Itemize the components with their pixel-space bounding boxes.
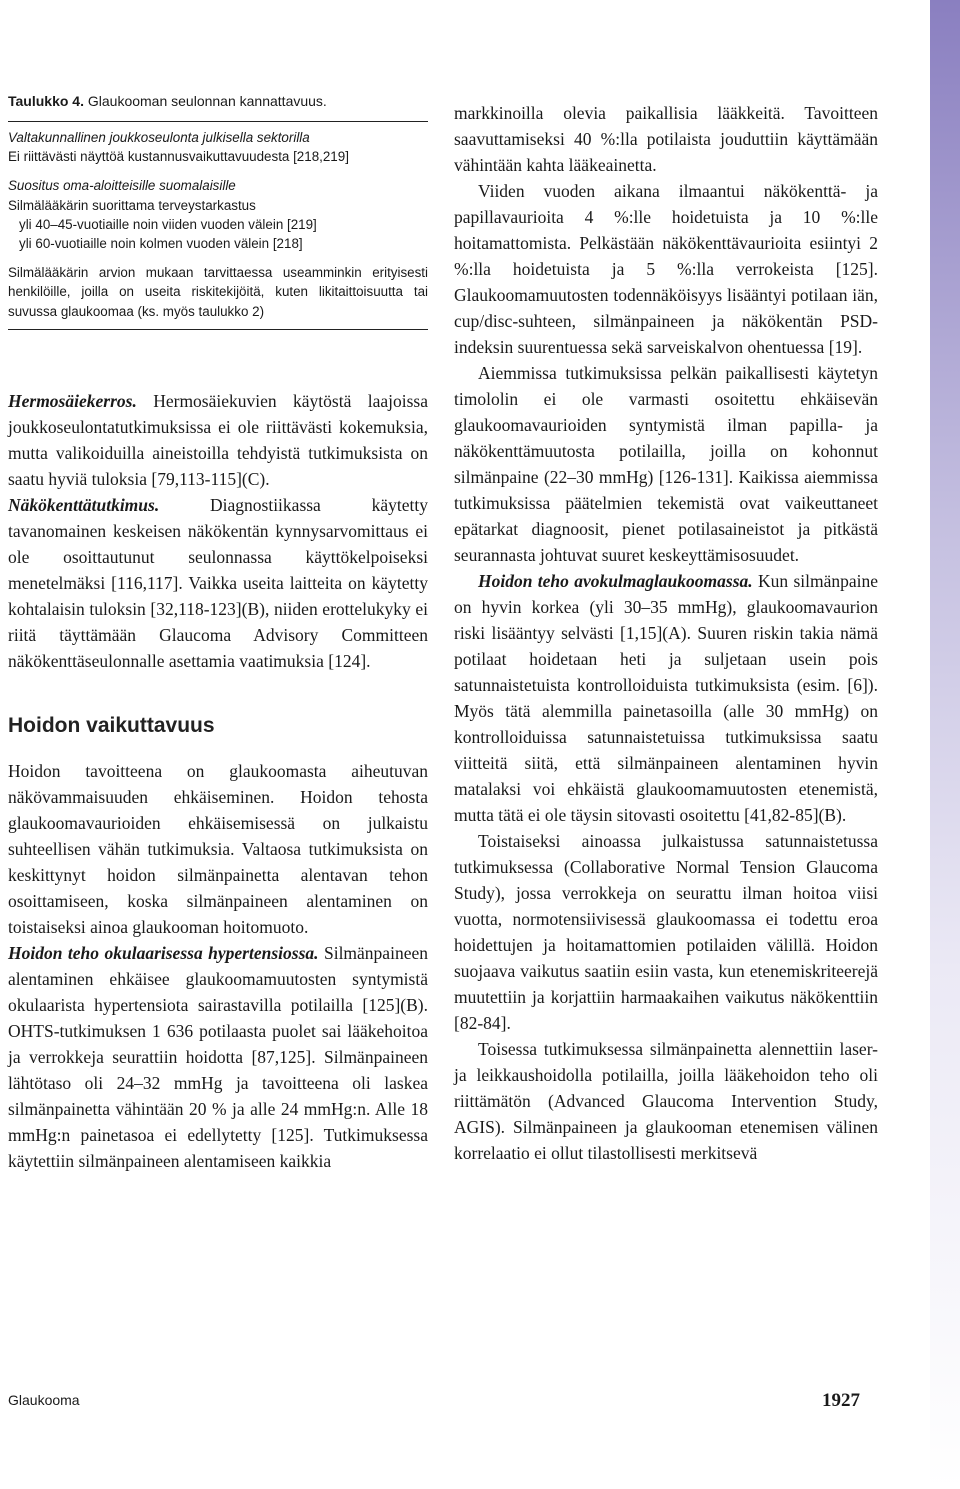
footer-page-number: 1927: [822, 1390, 860, 1411]
paragraph-text: Kun silmänpaine on hyvin korkea (yli 30–35 mmHg), glaukoomavaurion riski lisääntyy selvästi [1,15](A). Suuren riskin takia nämä potilaat hoidetaan heti ja suljetaan usein pois satunnaistetuista kontrolloiduista tutkimuksista (esim. [6]). Myös tätä alemmilla painetasoilla (alle 30 mmHg) on kontrolloiduissa satunnaistetuissa tutkimuksissa saatu viitteitä siitä, että silmänpaineen alentaminen hyvin matalaksi voi ehkäistä glaukoomamuutosten etenemistä, mutta tätä ei ole täysin sitovasti osoitettu [41,82-85](B).: [454, 571, 879, 825]
table-4: [8, 92, 428, 330]
table-line: Ei riittävästi näyttöä kustannusvaikuttavuudesta [218,219]: [8, 149, 349, 165]
table-body: [8, 128, 428, 321]
table-group-heading: Valtakunnallinen joukkoseulonta julkisella sektorilla: [8, 130, 310, 145]
paragraph: Aiemmissa tutkimuksissa pelkän paikallisesti käytetyn timololin ei ole varmasti osoitettu ehkäisevän glaukoomavaurioiden syntymistä ilman papilla- ja näkökenttämuutosta potilailla, joilla on kohonnut silmänpaine (22–30 mmHg) [126-131]. Kaikissa aiemmissa tutkimuksissa päätelmien tekemistä ovat vaikeuttaneet epätarkat diagnoosit, pienet potilasaineistot ja pitkästä seurannasta johtuvat suuret keskeyttämisosuudet.: [454, 363, 878, 565]
footer-journal-name: Glaukooma: [8, 1392, 80, 1408]
paragraph: Toistaiseksi ainoassa julkaistussa satunnaistetussa tutkimuksessa (Collaborative Normal Tension Glaucoma Study), jossa verrokkeja on seurattu ilman hoitoa viisi vuotta, normotensiivisessä glaukoomassa ei todettu eroa hoidettujen ja hoitamattomien potilaiden välillä. Hoidon suojaava vaikutus saatiin esiin vasta, kun etenemiskriteerejä muutettiin ja korjattiin harmaakaihen vaikutus näkökenttiin [82-84].: [454, 831, 878, 1033]
run-in-heading: Hoidon teho okulaarisessa hypertensiossa.: [8, 942, 319, 963]
paragraph: [8, 492, 428, 674]
paragraph: [8, 940, 428, 1174]
paragraph: Toisessa tutkimuksessa silmänpainetta alennettiin laser- ja leikkaushoidolla potilailla, joilla lääkehoidon teho oli riittämätön (Advanced Glaucoma Intervention Study, AGIS). Silmänpaineen ja glaukooman etenemisen välinen korrelaatio ei ollut tilastollisesti merkitsevä: [454, 1039, 878, 1163]
table-group-heading: Suositus oma-aloitteisille suomalaisille: [8, 178, 236, 194]
table-paragraph: Silmälääkärin arvion mukaan tarvittaessa useamminkin erityisesti henkilöille, joilla on useita riskitekijöitä, kuten likitaittoisuutta tai suvussa glaukoomaa (ks. myös taulukko 2): [8, 265, 428, 319]
paragraph: Viiden vuoden aikana ilmaantui näkökenttä- ja papillavaurioita 4 %:lle hoidetuista ja 10 %:lle hoitamattomista. Pelkästään näkökenttävaurioita esiintyi 2 %:lla hoidetuista ja 5 %:lla verrokeista [125]. Glaukoomamuutosten todennäköisyys lisääntyi potilaan iän, cup/disc-suhteen, silmänpaineen ja näkökentän PSD-indeksin suurentuessa sekä sarveiskalvon ohentuessa [19].: [454, 181, 878, 357]
paragraph: Hoidon tavoitteena on glaukoomasta aiheutuvan näkövammaisuuden ehkäiseminen. Hoidon tehosta glaukoomavaurioiden ehkäisemisessä on julkaistu suhteellisen vähän tutkimuksia. Valtaosa tutkimuksista on keskittynyt hoidon silmänpainetta alentavan tehon osoittamiseen, koska silmänpaineen alentaminen on toistaiseksi ainoa glaukooman hoitomuoto.: [8, 760, 428, 937]
table-bottom-rule: [8, 329, 428, 330]
paragraph-text: Silmänpaineen alentaminen ehkäisee glaukoomamuutosten syntymistä okulaarista hypertensiota sairastavilla potilailla [125](B). OHTS-tutkimuksen 1 636 potilaasta puolet sai lääkehoitoa ja verrokkeja seurattiin hoidotta [87,125]. Silmänpaineen lähtötaso oli 24–32 mmHg ja tavoitteena oli laskea silmänpainetta vähintään 20 % ja alle 24 mmHg:n. Alle 18 mmHg:n painetasoa ei edellytetty [125]. Tutkimuksessa käytettiin silmänpaineen alentamiseen kaikkia: [8, 942, 428, 1171]
table-caption-label: Taulukko 4.: [8, 93, 84, 109]
table-sub-line: yli 60-vuotiaille noin kolmen vuoden välein [218]: [19, 236, 303, 252]
table-line: Silmälääkärin suorittama terveystarkastus: [8, 197, 256, 213]
paragraph: [454, 568, 878, 828]
right-column: [454, 100, 878, 1166]
section-heading: Hoidon vaikuttavuus: [8, 713, 215, 737]
run-in-heading: Hoidon teho avokulmaglaukoomassa.: [478, 571, 753, 591]
table-sub-line: yli 40–45-vuotiaille noin viiden vuoden välein [219]: [19, 216, 317, 232]
paragraph: [8, 388, 428, 492]
paragraph: markkinoilla olevia paikallisia lääkkeitä. Tavoitteen saavuttamiseksi 40 %:lla potilaista jouduttiin käyttämään vähintään kahta lääkeainetta.: [454, 103, 878, 175]
run-in-heading: Hermosäiekerros.: [8, 390, 137, 411]
table-caption: [8, 92, 428, 111]
left-column: [8, 92, 428, 1174]
table-caption-title: Glaukooman seulonnan kannattavuus.: [87, 93, 327, 109]
paragraph-text: Diagnostiikassa käytetty tavanomainen keskeisen näkökentän kynnysarvomittaus ei ole osoittautunut seulonnassa käyttökelpoiseksi menetelmäksi [116,117]. Vaikka useita laitteita on käytetty kohtalaisin tuloksin [32,118-123](B), niiden erottelukyky ei riitä täyttämään Glaucoma Advisory Committeen näkökenttäseulonnalle asettamia vaatimuksia [124].: [8, 494, 428, 671]
paragraph-text: Hermosäiekuvien käytöstä laajoissa joukkoseulontatutkimuksissa ei ole riittävästi kokemuksia, mutta valikoiduilla aineistoilla tehdyistä tutkimuksista on saatu hyviä tuloksia [79,113-115](C).: [8, 390, 428, 489]
table-top-rule: [8, 121, 428, 122]
run-in-heading: Näkökenttätutkimus.: [8, 494, 160, 515]
page-edge-color-bar: [930, 0, 960, 1489]
